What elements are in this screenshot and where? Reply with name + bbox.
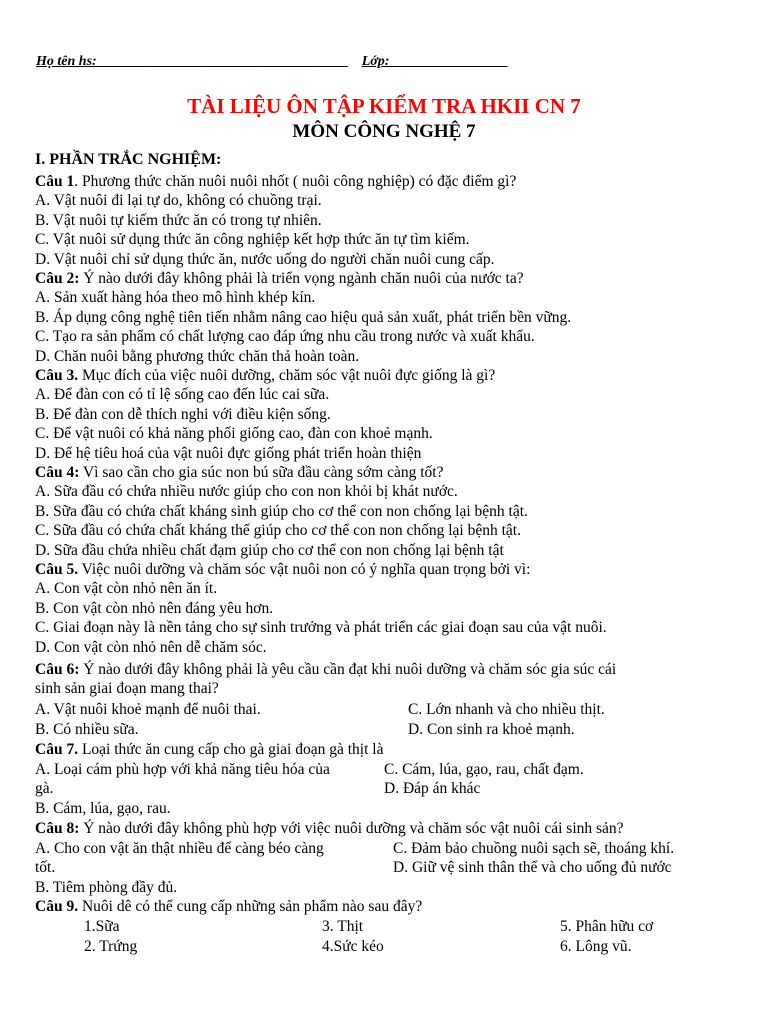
question-5: [35, 560, 530, 579]
option-b: B. Con vật còn nhỏ nên đáng yêu hơn.: [35, 599, 274, 617]
class-label: Lớp:: [361, 54, 390, 69]
name-blank: ____________________________________: [96, 54, 349, 69]
item-3: 3. Thịt: [322, 918, 364, 935]
document-title: TÀI LIỆU ÔN TẬP KIỂM TRA HKII CN 7: [187, 94, 581, 118]
question-number: Câu 9.: [35, 898, 79, 915]
question-8: [35, 819, 624, 838]
option-d: D. Con vật còn nhỏ nên dễ chăm sóc.: [35, 638, 267, 656]
question-4: [35, 463, 443, 482]
question-3: [35, 366, 495, 385]
question-number: Câu 8:: [35, 820, 80, 837]
option-c: C. Giai đoạn này là nền tảng cho sự sinh trưởng và phát triển các giai đoạn sau của vật nuôi.: [35, 619, 607, 637]
question-number: Câu 5.: [35, 561, 79, 578]
question-6-cont: sinh sản giai đoạn mang thai?: [35, 680, 219, 697]
option-c: C. Vật nuôi sử dụng thức ăn công nghiệp kết hợp thức ăn tự tìm kiếm.: [35, 231, 470, 249]
question-text: Ý nào dưới đây không phù hợp với việc nuôi dưỡng và chăm sóc vật nuôi cái sinh sản?: [79, 820, 624, 837]
option-b: B. Tiêm phòng đầy đủ.: [35, 879, 178, 896]
question-text: Ý nào dưới đây không phải là triển vọng ngành chăn nuôi của nước ta?: [79, 270, 524, 287]
question-text: Loại thức ăn cung cấp cho gà giai đoạn gà thịt là: [78, 741, 384, 758]
option-b: B. Áp dụng công nghệ tiên tiến nhằm nâng cao hiệu quả sản xuất, phát triển bền vững.: [35, 308, 572, 326]
option-d: D. Giữ vệ sinh thân thể và cho uống đủ nước: [393, 859, 672, 876]
question-text: Nuôi dê có thể cung cấp những sản phẩm nào sau đây?: [78, 898, 423, 915]
option-a: A. Con vật còn nhỏ nên ăn ít.: [35, 580, 218, 598]
item-4: 4.Sức kéo: [322, 938, 384, 955]
option-a-cont: tốt.: [35, 859, 56, 876]
item-1: 1.Sữa: [84, 918, 120, 935]
option-d: D. Sữa đầu chứa nhiều chất đạm giúp cho cơ thể con non chống lại bệnh tật: [35, 541, 504, 559]
question-text: Mục đích của việc nuôi dưỡng, chăm sóc vật nuôi đực giống là gì?: [78, 367, 496, 384]
section-heading: I. PHẦN TRẮC NGHIỆM:: [35, 151, 222, 168]
class-blank: _________________: [389, 54, 509, 69]
question-6: [35, 660, 616, 679]
option-a: A. Loại cám phù hợp với khả năng tiêu hóa của: [35, 761, 330, 778]
question-number: Câu 6:: [35, 661, 80, 678]
option-b: B. Có nhiều sữa.: [35, 721, 139, 738]
option-a: A. Sản xuất hàng hóa theo mô hình khép kín.: [35, 289, 316, 307]
option-a: A. Để đàn con có tỉ lệ sống cao đến lúc cai sữa.: [35, 386, 330, 404]
question-text: . Phương thức chăn nuôi nuôi nhốt ( nuôi công nghiệp) có đặc điểm gì?: [74, 173, 517, 190]
option-a: A. Cho con vật ăn thật nhiều để càng béo càng: [35, 840, 324, 857]
item-6: 6. Lông vũ.: [560, 938, 632, 955]
option-c: C. Lớn nhanh và cho nhiều thịt.: [408, 701, 605, 718]
option-b: B. Để đàn con dễ thích nghi với điều kiện sống.: [35, 405, 331, 423]
option-d: D. Để hệ tiêu hoá của vật nuôi đực giống phát triển hoàn thiện: [35, 444, 422, 462]
question-text: Ý nào dưới đây không phải là yêu cầu cần đạt khi nuôi dưỡng và chăm sóc gia súc cái: [79, 661, 617, 678]
item-2: 2. Trứng: [84, 938, 138, 955]
option-b: B. Vật nuôi tự kiếm thức ăn có trong tự nhiên.: [35, 211, 322, 229]
option-b: B. Cám, lúa, gạo, rau.: [35, 800, 171, 817]
question-7: [35, 740, 383, 759]
question-number: Câu 7.: [35, 741, 79, 758]
question-number: Câu 3.: [35, 367, 79, 384]
item-5: 5. Phân hữu cơ: [560, 918, 654, 935]
document-subtitle: MÔN CÔNG NGHỆ 7: [292, 121, 476, 142]
option-a: A. Vật nuôi đi lại tự do, không có chuồng trại.: [35, 192, 322, 210]
option-c: C. Sữa đầu có chứa chất kháng thể giúp cho cơ thể con non chống lại bệnh tật.: [35, 522, 521, 540]
option-a: A. Sữa đầu có chứa nhiều nước giúp cho con non khỏi bị khát nước.: [35, 483, 458, 501]
option-b: B. Sữa đầu có chứa chất kháng sinh giúp cho cơ thể con non chống lại bệnh tật.: [35, 502, 528, 520]
question-9: [35, 897, 422, 916]
option-d: D. Vật nuôi chỉ sử dụng thức ăn, nước uống do người chăn nuôi cung cấp.: [35, 250, 495, 268]
option-a-cont: gà.: [35, 780, 54, 797]
option-c: C. Tạo ra sản phẩm có chất lượng cao đáp ứng nhu cầu trong nước và xuất khẩu.: [35, 328, 535, 346]
question-number: Câu 1: [35, 173, 75, 190]
question-1: [35, 172, 516, 191]
option-c: C. Cám, lúa, gạo, rau, chất đạm.: [384, 761, 584, 778]
question-2: [35, 269, 524, 288]
student-header: [36, 52, 508, 71]
question-text: Việc nuôi dưỡng và chăm sóc vật nuôi non có ý nghĩa quan trọng bởi vì:: [78, 561, 531, 578]
option-d: D. Đáp án khác: [384, 780, 481, 797]
question-text: Vì sao cần cho gia súc non bú sữa đầu càng sớm càng tốt?: [79, 464, 444, 481]
name-label: Họ tên hs:: [36, 54, 97, 69]
option-d: D. Con sinh ra khoẻ mạnh.: [408, 721, 575, 738]
option-c: C. Để vật nuôi có khả năng phối giống cao, đàn con khoẻ mạnh.: [35, 425, 433, 443]
option-d: D. Chăn nuôi bằng phương thức chăn thả hoàn toàn.: [35, 347, 360, 365]
option-c: C. Đảm bảo chuồng nuôi sạch sẽ, thoáng khí.: [393, 840, 675, 857]
option-a: A. Vật nuôi khoẻ mạnh để nuôi thai.: [35, 701, 261, 718]
question-number: Câu 2:: [35, 270, 80, 287]
question-number: Câu 4:: [35, 464, 80, 481]
